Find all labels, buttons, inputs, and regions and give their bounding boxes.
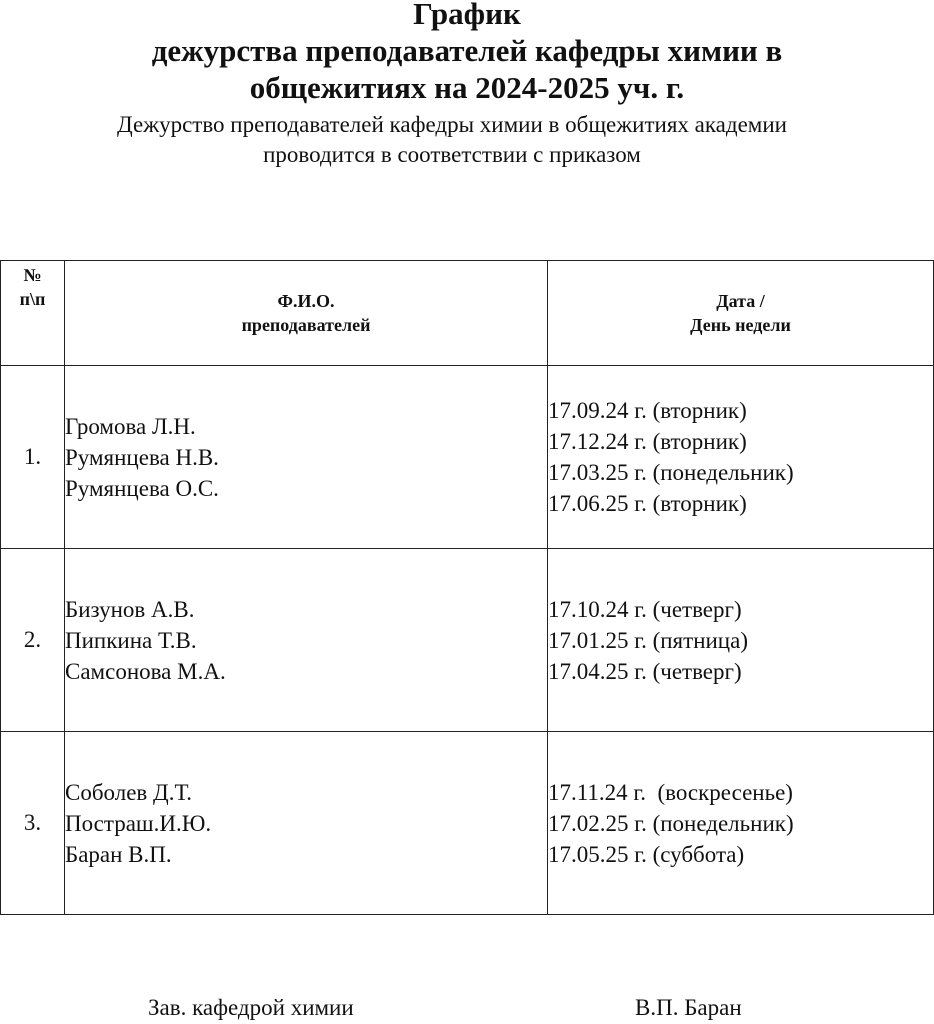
intro-text-line-1: Дежурство преподавателей кафедры химии в общежитиях академии: [117, 112, 787, 137]
header-date-line-1: Дата /: [716, 291, 765, 311]
header-full-name: [65, 261, 548, 366]
header-number-line-2: п\п: [19, 289, 46, 309]
teacher-names: [65, 549, 548, 732]
table-row: [1, 366, 934, 549]
duty-dates: [548, 732, 934, 915]
teacher-name: Бизунов А.В.: [65, 596, 195, 622]
table-row: [1, 549, 934, 732]
table-row: [1, 732, 934, 915]
duty-schedule-table: [0, 260, 934, 915]
duty-date: 17.04.25 г. (четверг): [548, 658, 742, 684]
signatory-position: Зав. кафедрой химии: [148, 995, 354, 1020]
duty-date: 17.10.24 г. (четверг): [548, 596, 742, 622]
table-header-row: [1, 261, 934, 366]
teacher-name: Румянцева Н.В.: [65, 444, 219, 470]
duty-date: 17.03.25 г. (понедельник): [548, 460, 794, 485]
header-name-line-1: Ф.И.О.: [277, 291, 335, 311]
intro-text-line-2: проводится в соответствии с приказом: [263, 142, 641, 167]
header-date: [548, 261, 934, 366]
teacher-names: [65, 366, 548, 549]
duty-date: 17.11.24 г. (воскресенье): [548, 779, 793, 805]
teacher-name: Соболев Д.Т.: [65, 779, 192, 805]
duty-date: 17.12.24 г. (вторник): [548, 429, 747, 454]
teacher-name: Постраш.И.Ю.: [65, 810, 212, 836]
teacher-name: Баран В.П.: [65, 841, 172, 867]
teacher-names: [65, 732, 548, 915]
header-name-line-2: преподавателей: [241, 315, 371, 335]
document-title: График: [413, 0, 521, 31]
duty-dates: [548, 366, 934, 549]
header-number-line-1: №: [23, 265, 42, 285]
row-number: 3.: [1, 732, 65, 915]
duty-date: 17.09.24 г. (вторник): [548, 398, 747, 423]
duty-date: 17.01.25 г. (пятница): [548, 627, 748, 653]
teacher-name: Самсонова М.А.: [65, 658, 226, 684]
document-title-line-2: дежурства преподавателей кафедры химии в: [151, 33, 783, 68]
duty-dates: [548, 549, 934, 732]
duty-date: 17.06.25 г. (вторник): [548, 491, 747, 516]
duty-date: 17.05.25 г. (суббота): [548, 841, 745, 867]
signatory-name: В.П. Баран: [635, 995, 742, 1020]
duty-date: 17.02.25 г. (понедельник): [548, 810, 794, 836]
teacher-name: Румянцева О.С.: [65, 475, 219, 501]
document-title-line-3: общежитиях на 2024-2025 уч. г.: [249, 70, 685, 105]
header-number: [1, 261, 65, 366]
header-date-line-2: День недели: [690, 315, 791, 335]
teacher-name: Громова Л.Н.: [65, 413, 196, 439]
row-number: 2.: [1, 549, 65, 732]
row-number: 1.: [1, 366, 65, 549]
teacher-name: Пипкина Т.В.: [65, 627, 197, 653]
